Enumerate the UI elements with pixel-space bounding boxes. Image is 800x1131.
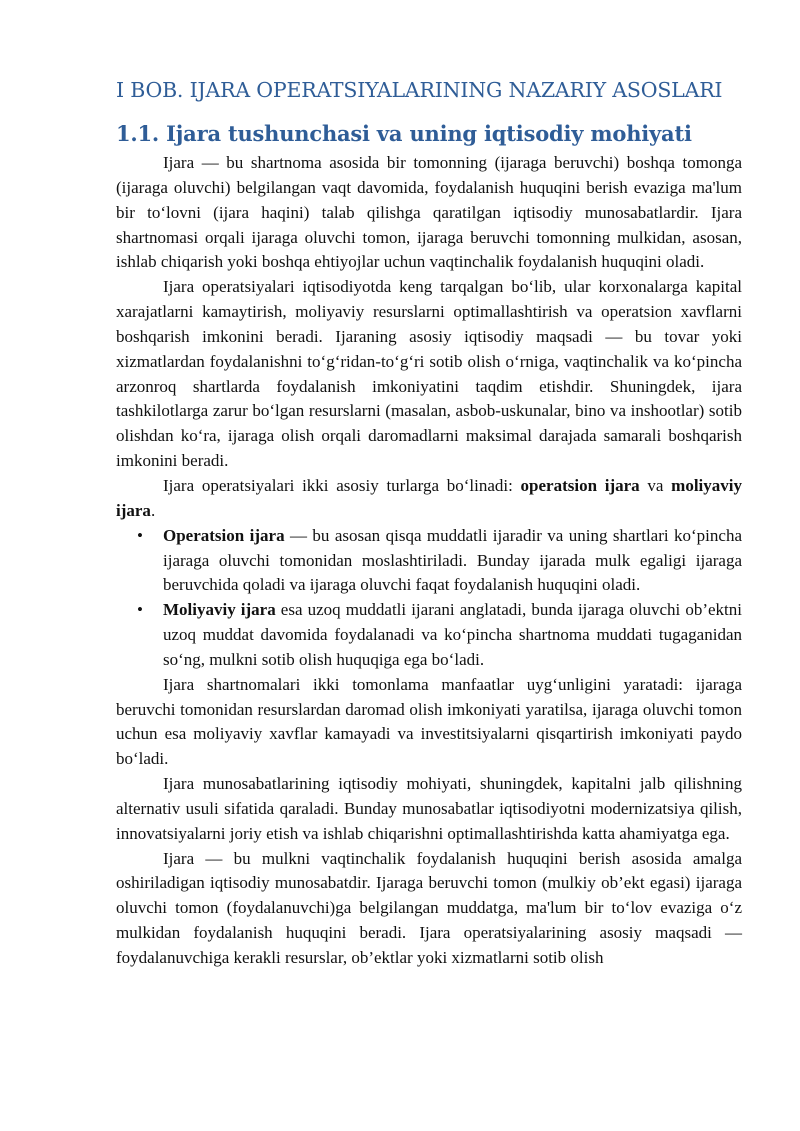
document-body: [116, 151, 742, 971]
paragraph-text: va: [639, 475, 672, 495]
list-item-term: Operatsion ijara: [163, 525, 285, 545]
list-item: [116, 598, 742, 673]
paragraph-text: .: [150, 500, 156, 520]
chapter-title: I BOB. IJARA OPERATSIYALARINING NAZARIY ASOSLARI: [116, 78, 723, 102]
term-operational-lease: operatsion ijara: [520, 475, 640, 495]
paragraph-capital-attraction: Ijara munosabatlarining iqtisodiy mohiyati, shuningdek, kapitalni jalb qilishning alternativ usuli sifatida qaraladi. Bunday munosabatlar iqtisodiyotni modernizatsiya qilish, innovatsiyalarni joriy etish va ishlab chiqarishni optimallashtirishda katta ahamiyatga ega.: [116, 774, 742, 843]
list-item-text: — bu asosan qisqa muddatli ijaradir va uning shartlari ko‘pincha ijaraga oluvchi tomonidan moslashtiriladi. Bunday ijarada mulk egaligi ijaraga beruvchida qoladi va ijaraga oluvchi faqat foydalanish huquqini oladi.: [163, 525, 742, 595]
section-title: 1.1. Ijara tushunchasi va uning iqtisodiy mohiyati: [116, 121, 692, 146]
list-item-term: Moliyaviy ijara: [163, 600, 276, 620]
list-item: [116, 524, 742, 599]
paragraph-text: Ijara operatsiyalari ikki asosiy turlarga bo‘linadi:: [163, 475, 521, 495]
paragraph-lease-types: [116, 474, 742, 524]
list-item-text: esa uzoq muddatli ijarani anglatadi, bunda ijaraga oluvchi ob’ektni uzoq muddat davomida foydalanadi va ko‘pincha shartnoma muddati tugaganidan so‘ng, mulkni sotib olish huquqiga ega bo‘ladi.: [163, 600, 742, 669]
paragraph-lease-summary: Ijara — bu mulkni vaqtinchalik foydalanish huquqini berish asosida amalga oshiriladigan iqtisodiy munosabatdir. Ijaraga beruvchi tomon (mulkiy ob’ekt egasi) ijaraga oluvchi tomon (foydalanuvchi)ga belgilangan muddatga, ma'lum bir to‘lov evaziga o‘z mulkidan foydalanish huquqini beradi. Ijara operatsiyalarining asosiy maqsadi — foydalanuvchiga kerakli resurslar, ob’ektlar yoki xizmatlarni sotib olish: [116, 848, 742, 967]
paragraph-economic-role: Ijara operatsiyalari iqtisodiyotda keng tarqalgan bo‘lib, ular korxonalarga kapital xarajatlarni kamaytirish, moliyaviy resurslarni optimallashtirish va operatsion xavflarni boshqarish imkonini beradi. Ijaraning asosiy iqtisodiy maqsadi — bu tovar yoki xizmatlardan foydalanishni to‘g‘ridan-to‘g‘ri sotib olish o‘rniga, vaqtinchalik va ko‘pincha arzonroq shartlarda foydalanish imkoniyatini taqdim etishdir. Shuningdek, ijara tashkilotlarga zarur bo‘lgan resurslarni (masalan, asbob-uskunalar, bino va inshootlar) sotib olishdan ko‘ra, ijaraga olish orqali daromadlarni maksimal darajada samarali boshqarish imkonini beradi.: [116, 277, 742, 471]
bullet-marker: •: [137, 600, 143, 620]
term-financial-lease: moliyaviy ijara: [116, 475, 743, 520]
paragraph-definition: Ijara — bu shartnoma asosida bir tomonning (ijaraga beruvchi) boshqa tomonga (ijaraga oluvchi) belgilangan vaqt davomida, foydalanish huquqini berish evaziga ma'lum bir to‘lovni (ijara haqini) talab qilishga qaratilgan iqtisodiy munosabatlardir. Ijara shartnomasi orqali ijaraga oluvchi tomon, ijaraga beruvchi tomonning mulkidan, asosan, ishlab chiqarish yoki boshqa ehtiyojlar uchun vaqtinchalik foydalanish huquqini oladi.: [116, 153, 742, 272]
bullet-marker: •: [137, 525, 143, 545]
paragraph-mutual-interests: Ijara shartnomalari ikki tomonlama manfaatlar uyg‘unligini yaratadi: ijaraga beruvchi tomonidan resurslardan daromad olish imkoniyati yaratilsa, ijaraga oluvchi tomon uchun esa moliyaviy xavflar kamayadi va investitsiyalarni qisqartirish imkoniyati paydo bo‘ladi.: [116, 674, 742, 769]
lease-types-list: [116, 524, 742, 673]
